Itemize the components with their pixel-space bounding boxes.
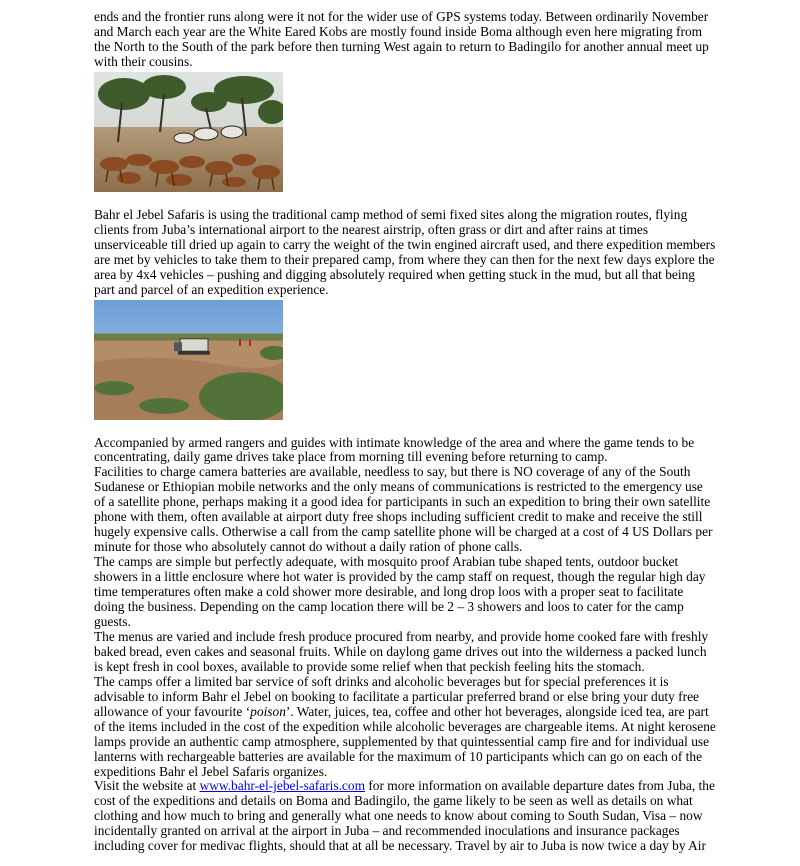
bar-text-start: The camps offer a limited bar service of soft drinks and alcoholic beverages but for special preferences it is advisable to inform Bahr el Jebel on booking to facilitate a particular preferred brand or else bring your duty free allowance of your favourite ‘ — [94, 673, 699, 719]
spacer — [94, 420, 716, 436]
website-link[interactable]: www.bahr-el-jebel-safaris.com — [199, 778, 365, 794]
bar-text-italic: poison — [250, 703, 286, 719]
antelope-herd-photo — [94, 72, 283, 192]
paragraph-visit — [94, 779, 716, 854]
paragraph-rangers: Accompanied by armed rangers and guides with intimate knowledge of the area and where the game tends to be concentrating, daily game drives take place from morning till evening before returning to camp. — [94, 434, 695, 465]
paragraph-menus: The menus are varied and include fresh produce procured from nearby, and provide home cooked fare with freshly baked bread, even cakes and seasonal fruits. While on daylong game drives out into the wilderness a packed lunch is kept fresh in cool boxes, available to provide some relief when that peckish feeling hits the stomach. — [94, 628, 709, 674]
visit-text-end: for more information on available departure dates from Juba, the cost of the expeditions and details on Boma and Badingilo, the game likely to be seen as well as details on what clothing and how much to bring and generally what one needs to know about coming to South Sudan, Visa – now incidentally granted on arrival at the airport in Juba – and recommended inoculations and insurance packages including cover for medivac flights, should that at all be necessary. Travel by air to Juba is now twice a day by Air — [94, 778, 715, 854]
paragraph-camps: The camps are simple but perfectly adequate, with mosquito proof Arabian tube shaped tents, outdoor bucket showers in a little enclosure where hot water is provided by the camp staff on request, though the regular high day time temperatures often make a cold shower more desirable, and long drop loos with a proper seat to facilitate doing the business. Depending on the camp location there will be 2 – 3 showers and loos to cater for the camp guests. — [94, 554, 706, 629]
paragraph-bar — [94, 675, 716, 780]
spacer — [94, 192, 716, 208]
paragraph-facilities: Facilities to charge camera batteries are available, needless to say, but there is NO coverage of any of the South Sudanese or Ethiopian mobile networks and the only means of communications is restricted to the emergency use of a satellite phone, perhaps making it a good idea for participants in such an expedition to bring their own satellite phone with them, often available at airport duty free shops including sufficient credit to make and receive the still hugely expensive calls. Otherwise a call from the camp satellite phone will be charged at a cost of 4 US Dollars per minute for those who absolutely cannot do without a daily ration of phone calls. — [94, 464, 713, 555]
visit-text-start: Visit the website at — [94, 778, 200, 794]
document-body — [94, 10, 716, 854]
paragraph-intro: ends and the frontier runs along were it not for the wider use of GPS systems today. Between ordinarily November and March each year are the White Eared Kobs are mostly found inside Boma although even here migrating from the North to the South of the park before then turning West again to return to Badingilo for another annual meet up with their cousins. — [94, 9, 709, 69]
bar-text-end: ’. Water, juices, tea, coffee and other hot beverages, alongside iced tea, are part of the items included in the cost of the expedition while alcoholic beverages are chargeable items. At night kerosene lamps provide an authentic camp atmosphere, supplemented by that quintessential camp fire and for individual use lanterns with rechargeable batteries are available for the maximum of 10 participants which can go on each of the expeditions Bahr el Jebel Safaris organizes. — [94, 703, 716, 779]
paragraph-camp-method: Bahr el Jebel Safaris is using the traditional camp method of semi fixed sites along the migration routes, flying clients from Juba’s international airport to the nearest airstrip, often grass or dirt and after rains at times unserviceable till dried up again to carry the weight of the twin engined aircraft used, and there expedition members are met by vehicles to take them to their prepared camp, from where they can then for the next few days explore the area by 4x4 vehicles – pushing and digging absolutely required when getting stuck in the mud, but all that being part and parcel of an expedition experience. — [94, 206, 716, 297]
truck-in-flood-photo — [94, 300, 283, 420]
